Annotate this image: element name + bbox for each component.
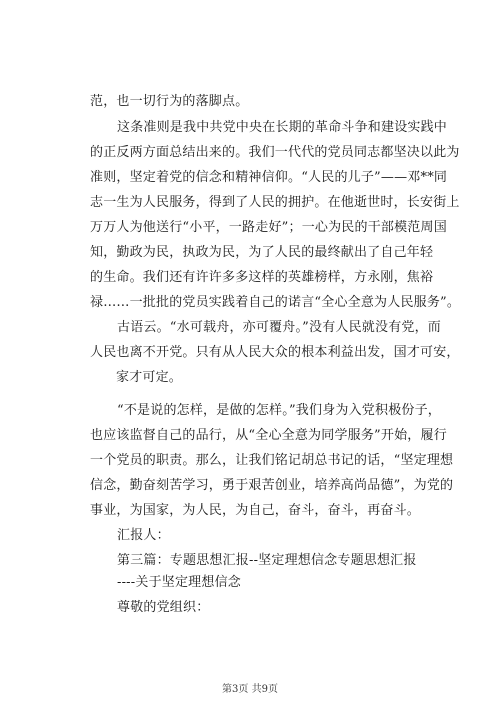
paragraph-line: 人民也离不开党。只有从人民大众的根本利益出发，国才可安， xyxy=(90,345,460,360)
salutation: 尊敬的党组织： xyxy=(117,600,210,615)
paragraph-line: 的生命。我们还有许许多多这样的英雄榜样，方永刚，焦裕 xyxy=(90,270,434,285)
paragraph-line: 一个党员的职责。那么，让我们铭记胡总书记的话，“坚定理想 xyxy=(90,453,454,468)
reporter-label: 汇报人： xyxy=(117,528,170,543)
paragraph-line: 禄……一批批的党员实践着自己的诺言“全心全意为人民服务”。 xyxy=(90,295,461,310)
page-footer: 第3页 共9页 xyxy=(222,684,278,695)
paragraph-line: 古语云。“水可载舟，亦可覆舟。”没有人民就没有党，而 xyxy=(117,320,441,335)
section-heading: 第三篇：专题思想汇报--坚定理想信念专题思想汇报 xyxy=(117,553,417,568)
paragraph-line: 也应该监督自己的品行，从“全心全意为同学服务”开始，履行 xyxy=(90,428,447,443)
section-subheading: ----关于坚定理想信念 xyxy=(117,575,241,590)
paragraph-line: 志一生为人民服务，得到了人民的拥护。在他逝世时，长安街上 xyxy=(90,195,460,210)
paragraph-line: 这条准则是我中共党中央在长期的革命斗争和建设实践中 xyxy=(117,120,448,135)
paragraph-line: 万万人为他送行“小平，一路走好”；一心为民的干部模范周国 xyxy=(90,220,447,235)
paragraph-line: 准则，坚定着党的信念和精神信仰。“人民的儿子”——邓**同 xyxy=(90,170,448,185)
paragraph-line: “不是说的怎样，是做的怎样。”我们身为入党积极份子， xyxy=(117,403,441,418)
paragraph-line: 知，勤政为民，执政为民，为了人民的最终献出了自己年轻 xyxy=(90,245,434,260)
paragraph-line: 信念，勤奋刻苦学习，勇于艰苦创业，培养高尚品德”，为党的 xyxy=(90,478,454,493)
paragraph-line: 事业，为国家，为人民，为自己，奋斗，奋斗，再奋斗。 xyxy=(90,503,421,518)
paragraph-line: 范，也一切行为的落脚点。 xyxy=(90,94,249,109)
paragraph-line: 的正反两方面总结出来的。我们一代代的党员同志都坚决以此为 xyxy=(90,145,460,160)
paragraph-line: 家才可定。 xyxy=(116,370,183,385)
